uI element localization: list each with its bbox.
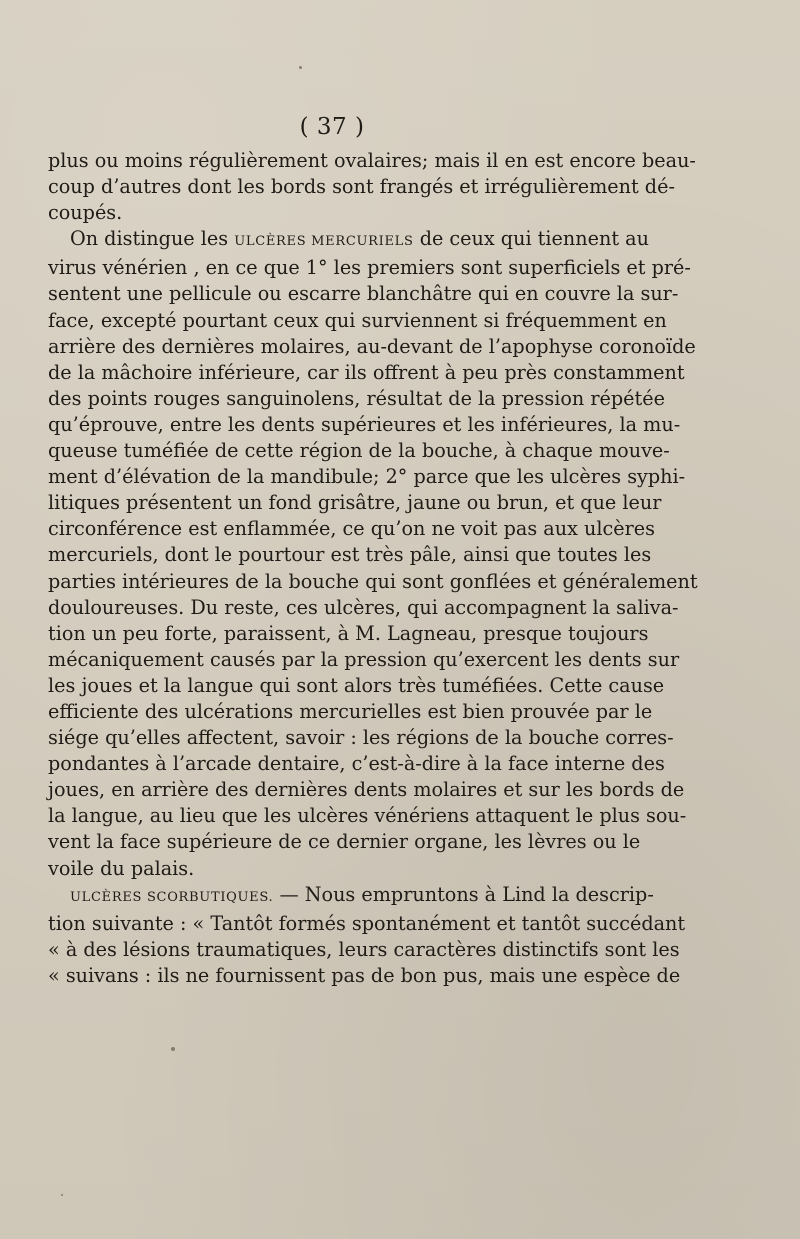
text-line: efficiente des ulcérations mercurielles est bien prouvée par le — [48, 699, 653, 723]
paper-speck — [61, 1194, 63, 1196]
text-line: les joues et la langue qui sont alors très tuméfiées. Cette cause — [48, 673, 665, 697]
line-tail: de ceux qui tiennent au — [413, 227, 649, 251]
text-line — [48, 226, 649, 255]
text-line: coup d’autres dont les bords sont frangés et irrégulièrement dé- — [48, 175, 675, 199]
text-line: virus vénérien , en ce que 1° les premiers sont superficiels et pré- — [48, 256, 691, 280]
text-line: ment d’élévation de la mandibule; 2° parce que les ulcères syphi- — [48, 465, 686, 489]
text-line: « suivans : ils ne fournissent pas de bon pus, mais une espèce de — [48, 963, 681, 987]
text-line: joues, en arrière des dernières dents molaires et sur les bords de — [48, 778, 685, 802]
body-text — [48, 148, 698, 989]
text-line: qu’éprouve, entre les dents supérieures et les inférieures, la mu- — [48, 412, 681, 436]
text-line: « à des lésions traumatiques, leurs caractères distinctifs sont les — [48, 937, 680, 961]
text-line: de la mâchoire inférieure, car ils offrent à peu près constamment — [48, 360, 685, 384]
text-line: litiques présentent un fond grisâtre, jaune ou brun, et que leur — [48, 491, 662, 515]
text-line: queuse tuméfiée de cette région de la bouche, à chaque mouve- — [48, 439, 670, 463]
text-line: tion suivante : « Tantôt formés spontanément et tantôt succédant — [48, 911, 686, 935]
text-line: sentent une pellicule ou escarre blanchâtre qui en couvre la sur- — [48, 282, 679, 306]
text-line: douloureuses. Du reste, ces ulcères, qui accompagnent la saliva- — [48, 595, 679, 619]
text-line: arrière des dernières molaires, au-devant de l’apophyse coronoïde — [48, 334, 696, 358]
small-caps-heading: ULCÈRES MERCURIELS — [234, 234, 414, 250]
text-line: face, excepté pourtant ceux qui surviennent si fréquemment en — [48, 308, 667, 332]
text-line: tion un peu forte, paraissent, à M. Lagneau, presque toujours — [48, 621, 649, 645]
text-line: plus ou moins régulièrement ovalaires; mais il en est encore beau- — [48, 149, 696, 172]
page-number: ( 37 ) — [299, 114, 365, 140]
text-line: circonférence est enflammée, ce qu’on ne voit pas aux ulcères — [48, 517, 655, 541]
text-line: pondantes à l’arcade dentaire, c’est-à-dire à la face interne des — [48, 752, 665, 776]
paper-speck — [171, 1047, 175, 1051]
text-line: vent la face supérieure de ce dernier organe, les lèvres ou le — [48, 830, 641, 854]
text-line: voile du palais. — [48, 856, 195, 880]
text-line: des points rouges sanguinolens, résultat de la pression répétée — [48, 386, 665, 410]
paper-speck — [299, 66, 302, 69]
text-line: mécaniquement causés par la pression qu’exercent les dents sur — [48, 647, 680, 671]
text-line — [48, 882, 654, 911]
text-line: siége qu’elles affectent, savoir : les régions de la bouche corres- — [48, 726, 674, 750]
line-lead: On distingue les — [70, 227, 235, 251]
small-caps-heading: ULCÈRES SCORBUTIQUES. — [70, 889, 274, 905]
text-line: coupés. — [48, 201, 123, 225]
text-line: parties intérieures de la bouche qui sont gonflées et généralement — [48, 569, 698, 593]
line-tail: — Nous empruntons à Lind la descrip- — [273, 882, 654, 906]
text-line: mercuriels, dont le pourtour est très pâle, ainsi que toutes les — [48, 543, 652, 567]
text-line: la langue, au lieu que les ulcères vénériens attaquent le plus sou- — [48, 804, 687, 828]
